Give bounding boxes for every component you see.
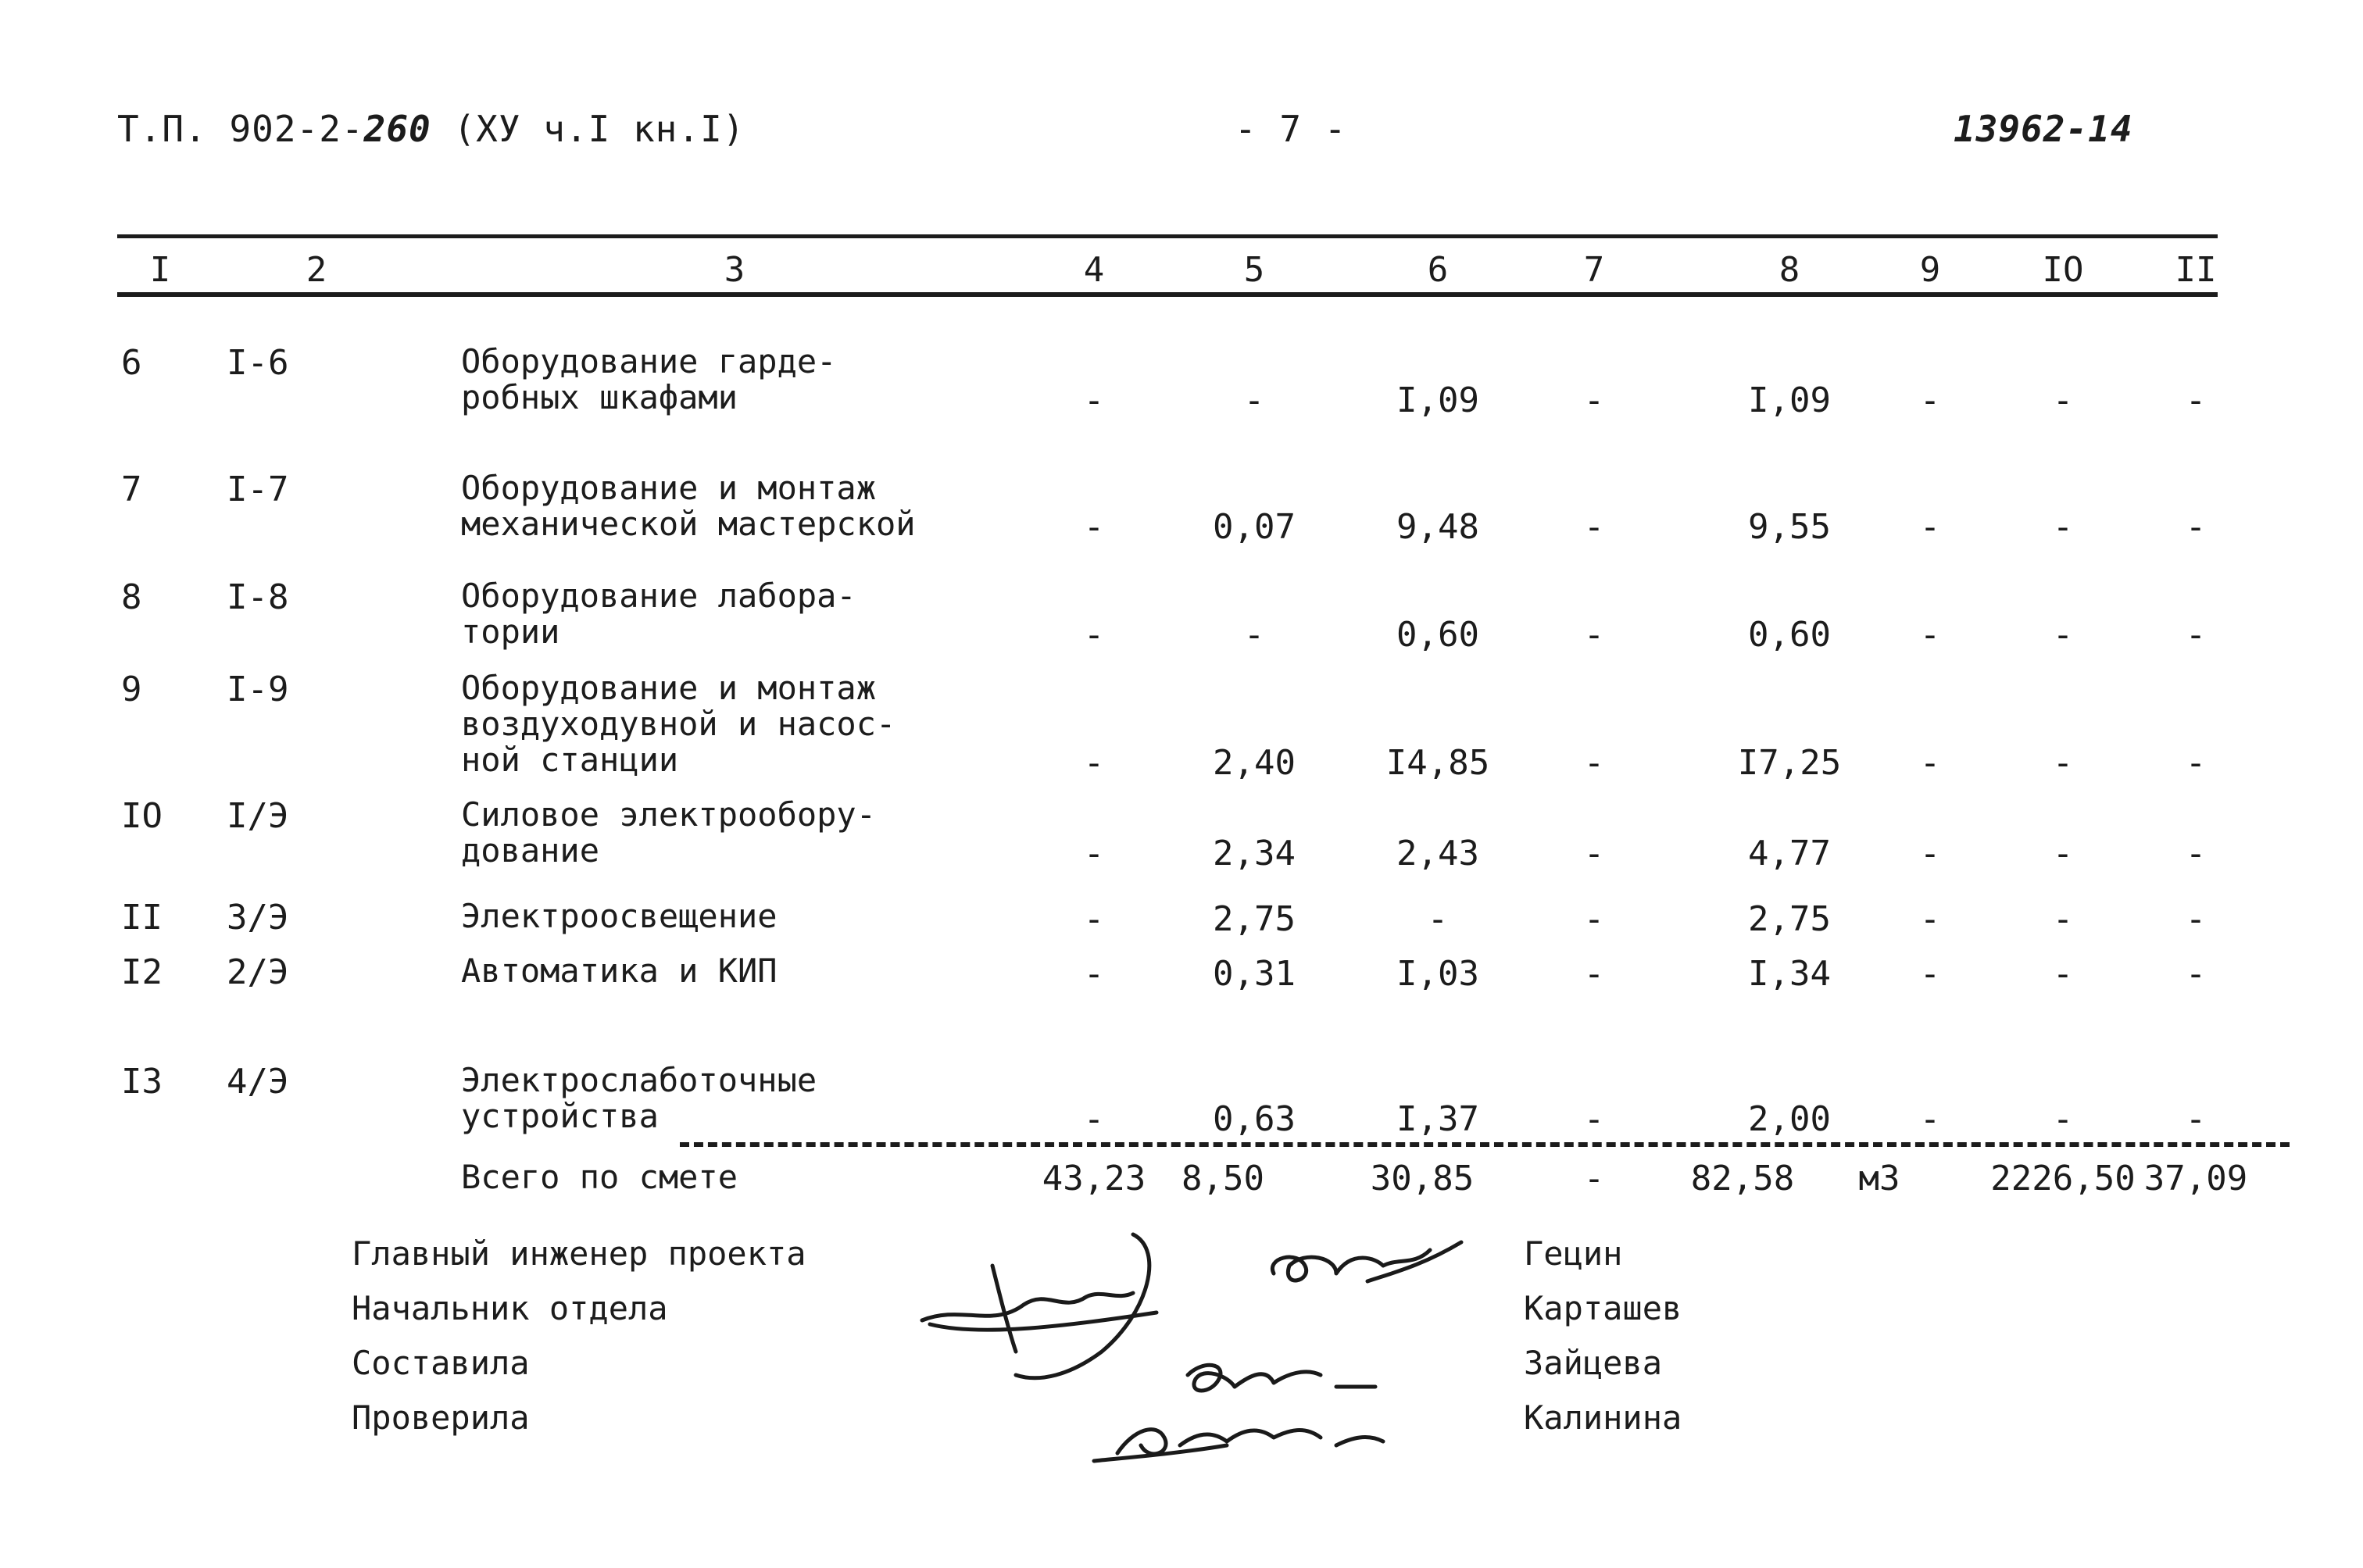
row-col-10: - [2052,743,2074,783]
signature-role: Главный инженер проекта [352,1234,806,1273]
column-number-8: 8 [1779,250,1800,290]
row-name-line: механической мастерской [461,505,916,543]
page-number: - 7 - [1235,108,1347,150]
row-code: 4/Э [227,1062,289,1102]
row-col-4: - [1083,743,1105,783]
signature-role: Проверила [352,1398,530,1437]
signature-name: Гецин [1524,1234,1623,1273]
row-col-8: 9,55 [1748,507,1831,547]
column-number-7: 7 [1583,250,1605,290]
row-col-9: - [1919,743,1941,783]
row-col-6: 0,60 [1396,615,1479,655]
row-col-7: - [1583,1099,1605,1139]
row-col-11: - [2185,899,2207,939]
row-name-line: тории [461,613,560,651]
row-col-5: - [1243,380,1265,420]
total-col-11: 37,09 [2143,1159,2248,1198]
row-col-11: - [2185,743,2207,783]
row-number: 6 [121,343,142,383]
row-col-8: I7,25 [1737,743,1842,783]
row-col-11: - [2185,1099,2207,1139]
row-col-7: - [1583,380,1605,420]
row-col-8: 2,75 [1748,899,1831,939]
row-col-10: - [2052,380,2074,420]
row-number: 7 [121,470,142,509]
row-name-line: воздуходувной и насос- [461,705,896,743]
row-col-6: 9,48 [1396,507,1479,547]
total-col-9: м3 [1858,1159,1900,1198]
row-col-4: - [1083,1099,1105,1139]
table-top-rule [117,234,2218,238]
signature-name: Карташев [1524,1289,1682,1327]
row-code: I/Э [227,796,289,836]
row-col-7: - [1583,899,1605,939]
row-number: I3 [121,1062,163,1102]
row-col-9: - [1919,954,1941,994]
row-code: I-9 [227,670,289,709]
table-header-rule [117,292,2218,297]
row-name-line: Автоматика и КИП [461,952,778,990]
row-name-line: устройства [461,1097,659,1135]
row-col-4: - [1083,380,1105,420]
row-name-line: Оборудование лабора- [461,577,856,615]
row-col-11: - [2185,954,2207,994]
sheet-code: 13962-14 [1954,108,2133,150]
doc-prefix: Т.П. 902-2- [117,108,364,150]
row-col-10: - [2052,615,2074,655]
row-col-10: - [2052,507,2074,547]
signature-role: Составила [352,1344,530,1382]
row-col-9: - [1919,834,1941,873]
column-number-11: II [2175,250,2217,290]
row-code: 2/Э [227,952,289,992]
doc-number: 260 [363,108,431,150]
row-col-11: - [2185,615,2207,655]
row-col-9: - [1919,380,1941,420]
row-col-5: 0,63 [1213,1099,1296,1139]
row-col-7: - [1583,954,1605,994]
document-title [117,108,745,150]
column-number-3: 3 [724,250,745,290]
row-col-6: 2,43 [1396,834,1479,873]
row-col-4: - [1083,615,1105,655]
row-col-8: I,34 [1748,954,1831,994]
row-number: I2 [121,952,163,992]
row-col-11: - [2185,834,2207,873]
row-code: I-8 [227,577,289,617]
row-col-8: I,09 [1748,380,1831,420]
row-col-6: I4,85 [1385,743,1490,783]
total-col-5: 8,50 [1182,1159,1264,1198]
row-name-line: дование [461,831,600,870]
total-col-8: 82,58 [1690,1159,1795,1198]
row-col-8: 4,77 [1748,834,1831,873]
column-number-4: 4 [1083,250,1105,290]
row-col-6: I,37 [1396,1099,1479,1139]
row-col-5: 2,40 [1213,743,1296,783]
signature-name: Зайцева [1524,1344,1663,1382]
row-code: I-6 [227,343,289,383]
row-col-9: - [1919,615,1941,655]
row-col-10: - [2052,1099,2074,1139]
row-number: II [121,898,163,938]
signature-role: Начальник отдела [352,1289,668,1327]
row-col-7: - [1583,615,1605,655]
row-col-6: I,09 [1396,380,1479,420]
total-separator-line [680,1142,2290,1147]
row-col-8: 0,60 [1748,615,1831,655]
total-col-7: - [1583,1159,1605,1198]
row-col-11: - [2185,507,2207,547]
row-name-line: Оборудование гарде- [461,342,837,380]
row-col-5: 2,34 [1213,834,1296,873]
row-name-line: робных шкафами [461,378,738,416]
row-col-10: - [2052,954,2074,994]
total-label: Всего по смете [461,1158,738,1196]
column-number-1: I [149,250,171,290]
row-col-5: 0,31 [1213,954,1296,994]
row-col-4: - [1083,507,1105,547]
row-code: I-7 [227,470,289,509]
column-number-9: 9 [1919,250,1941,290]
row-code: 3/Э [227,898,289,938]
row-col-5: 0,07 [1213,507,1296,547]
row-col-6: I,03 [1396,954,1479,994]
row-col-7: - [1583,834,1605,873]
row-col-6: - [1427,899,1449,939]
row-col-4: - [1083,954,1105,994]
row-col-7: - [1583,743,1605,783]
row-col-10: - [2052,899,2074,939]
row-name-line: Электрослаботочные [461,1061,817,1099]
row-number: IO [121,796,163,836]
total-col-6: 30,85 [1370,1159,1475,1198]
row-col-9: - [1919,507,1941,547]
row-col-9: - [1919,899,1941,939]
row-col-5: - [1243,615,1265,655]
total-col-4: 43,23 [1042,1159,1146,1198]
column-number-5: 5 [1243,250,1265,290]
row-col-9: - [1919,1099,1941,1139]
column-number-6: 6 [1427,250,1449,290]
row-name-line: Электроосвещение [461,897,778,935]
row-col-5: 2,75 [1213,899,1296,939]
row-col-10: - [2052,834,2074,873]
total-col-10: 2226,50 [1990,1159,2136,1198]
row-col-4: - [1083,834,1105,873]
row-name-line: Силовое электрообору- [461,795,877,834]
row-number: 9 [121,670,142,709]
row-col-4: - [1083,899,1105,939]
row-name-line: Оборудование и монтаж [461,469,877,507]
handwritten-signatures [899,1219,1539,1477]
row-number: 8 [121,577,142,617]
doc-suffix: (ХУ ч.I кн.I) [453,108,745,150]
signature-name: Калинина [1524,1398,1682,1437]
row-col-7: - [1583,507,1605,547]
row-col-11: - [2185,380,2207,420]
column-number-10: IO [2042,250,2084,290]
row-name-line: ной станции [461,741,679,779]
row-col-8: 2,00 [1748,1099,1831,1139]
column-number-2: 2 [306,250,327,290]
row-name-line: Оборудование и монтаж [461,669,877,707]
